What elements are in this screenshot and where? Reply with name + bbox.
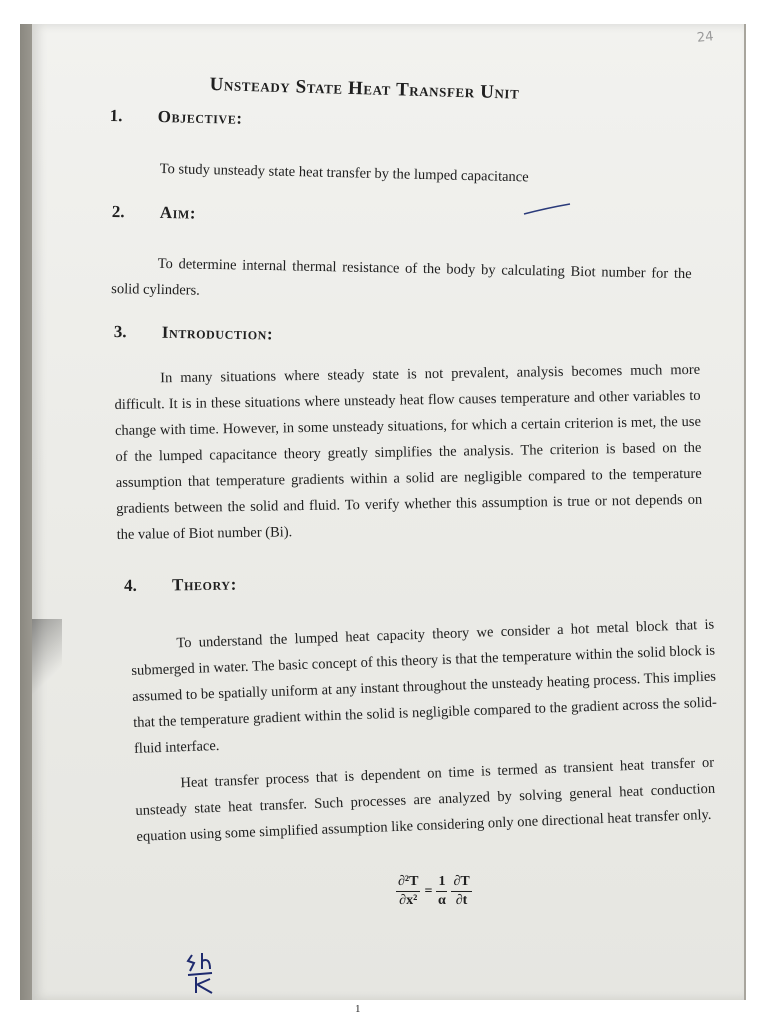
handwritten-mark xyxy=(182,949,232,999)
theory-paragraph-2: Heat transfer process that is dependent on time is termed as transient heat transfer or unsteady state heat transfer. Such processes are analyzed by solving general heat conduction equation using some simplified assumption like considering only one directional heat transfer only. xyxy=(135,754,716,845)
paper-sheet xyxy=(32,24,744,1000)
corner-mark: 24 xyxy=(696,29,715,46)
heat-conduction-equation xyxy=(396,874,472,909)
section-aim-heading xyxy=(112,202,197,224)
rhs-denominator: ∂t xyxy=(455,893,468,908)
section-number: 1. xyxy=(109,106,123,126)
equation-rhs xyxy=(451,874,471,909)
theory-text-1 xyxy=(130,612,718,762)
paper-crease xyxy=(32,619,62,699)
rhs-numerator: ∂T xyxy=(451,874,471,892)
section-name: Introduction: xyxy=(161,322,274,344)
section-introduction-heading xyxy=(114,322,274,345)
page-title: Unsteady State Heat Transfer Unit xyxy=(209,74,520,104)
page-number: 1 xyxy=(355,1003,361,1015)
section-objective-heading xyxy=(110,106,243,129)
objective-paragraph: To study unsteady state heat transfer by the lumped capacitance xyxy=(159,160,529,186)
lhs-numerator: ∂²T xyxy=(396,874,420,892)
section-number: 2. xyxy=(111,202,125,222)
theory-paragraph-1: To understand the lumped heat capacity theory we consider a hot metal block that is submerged in water. The basic concept of this theory is that the temperature within the solid block is assumed to be spatially uniform at any instant throughout the unsteady heating process. This implies that the temperature gradient within the solid is negligible compared to the gradient across the solid-fluid interface. xyxy=(131,616,718,757)
equals-sign: = xyxy=(424,883,433,899)
pen-underline-mark xyxy=(522,202,572,218)
introduction-text xyxy=(114,357,703,548)
section-number: 3. xyxy=(113,322,127,342)
section-name: Aim: xyxy=(159,202,197,223)
section-theory-heading xyxy=(124,575,237,596)
aim-text xyxy=(111,250,692,313)
equation-coefficient xyxy=(436,874,447,909)
introduction-paragraph: In many situations where steady state is not prevalent, analysis becomes much more difficult. It is in these situations where unsteady heat flow causes temperature and other variables to change with time. However, in some unsteady situations, for which a certain criterion is met, the use of the lumped capacitance theory greatly simplifies the analysis. The criterion is based on the assumption that temperature gradients within a solid are negligible compared to the temperature gradients between the solid and fluid. To verify whether this assumption is true or not depends on the value of Biot number (Bi). xyxy=(114,361,703,543)
section-number: 4. xyxy=(124,575,137,595)
section-name: Objective: xyxy=(157,107,243,128)
coef-numerator: 1 xyxy=(436,874,447,892)
equation-lhs xyxy=(396,874,420,909)
coef-denominator: α xyxy=(438,893,446,908)
theory-text-2 xyxy=(134,750,717,850)
aim-paragraph: To determine internal thermal resistance of the body by calculating Biot number for the solid cylinders. xyxy=(111,255,692,299)
objective-text xyxy=(159,156,679,194)
document-photo xyxy=(20,24,746,1000)
section-name: Theory: xyxy=(171,574,238,595)
lhs-denominator: ∂x² xyxy=(399,893,418,908)
